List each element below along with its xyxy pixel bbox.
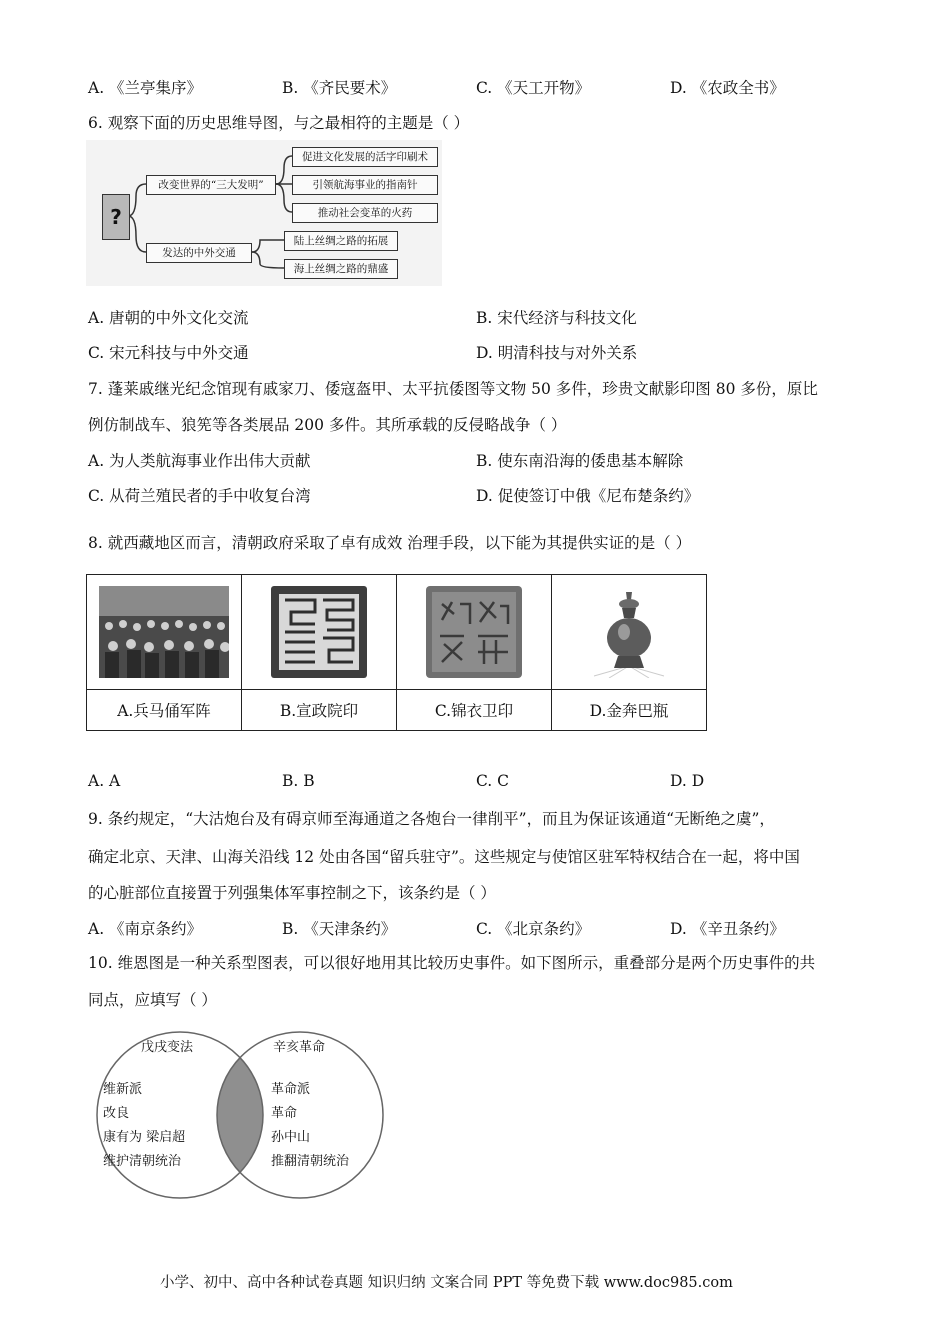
golden-urn-photo xyxy=(584,586,674,678)
artifact-caption-c: C.锦衣卫印 xyxy=(397,690,552,731)
mindmap-branch-transport: 发达的中外交通 xyxy=(146,243,252,263)
q9-option-a: A. 《南京条约》 xyxy=(88,920,203,938)
q9-line2: 确定北京、天津、山海关沿线 12 处由各国“留兵驻守”。这些规定与使馆区驻军特权结合在一起，将中国 xyxy=(88,848,800,866)
q8-option-d: D. D xyxy=(670,772,705,790)
q8-option-a: A. A xyxy=(88,772,121,790)
q7-option-b: B. 使东南沿海的倭患基本解除 xyxy=(476,452,684,470)
artifact-caption-a: A.兵马俑军阵 xyxy=(87,690,242,731)
artifact-caption-b: B.宣政院印 xyxy=(242,690,397,731)
mindmap-diagram xyxy=(86,140,442,286)
mindmap-leaf-gunpowder: 推动社会变革的火药 xyxy=(292,203,438,223)
q5-option-d: D. 《农政全书》 xyxy=(670,79,785,97)
q7-stem-line1: 7. 蓬莱戚继光纪念馆现有戚家刀、倭寇盔甲、太平抗倭图等文物 50 多件，珍贵文献影印图 80 多份，原比 xyxy=(88,380,818,398)
mindmap-leaf-compass: 引领航海事业的指南针 xyxy=(292,175,438,195)
page-footer: 小学、初中、高中各种试卷真题 知识归纳 文案合同 PPT 等免费下载 www.doc985.com xyxy=(160,1275,733,1291)
venn-diagram xyxy=(95,1028,385,1210)
venn-left-item-4: 维护清朝统治 xyxy=(103,1154,182,1169)
q5-option-a: A. 《兰亭集序》 xyxy=(88,79,203,97)
q9-line3: 的心脏部位直接置于列强集体军事控制之下，该条约是（ ） xyxy=(88,884,496,902)
artifact-caption-d: D.金奔巴瓶 xyxy=(552,690,707,731)
mindmap-leaf-land-silk-road: 陆上丝绸之路的拓展 xyxy=(284,231,398,251)
venn-circles xyxy=(95,1028,385,1206)
q6-option-c: C. 宋元科技与中外交通 xyxy=(88,344,249,362)
q9-line1: 9. 条约规定，“大沽炮台及有碍京师至海通道之各炮台一律削平”，而且为保证该通道“无断绝之虞”， xyxy=(88,810,775,828)
artifact-image-jinyiwei-seal xyxy=(397,575,552,690)
venn-right-title: 辛亥革命 xyxy=(273,1040,326,1055)
q5-option-c: C. 《天工开物》 xyxy=(476,79,591,97)
q7-stem-line2: 例仿制战车、狼筅等各类展品 200 多件。其所承载的反侵略战争（ ） xyxy=(88,416,567,434)
q6-option-d: D. 明清科技与对外关系 xyxy=(476,344,638,362)
q7-option-a: A. 为人类航海事业作出伟大贡献 xyxy=(88,452,311,470)
q7-option-d: D. 促使签订中俄《尼布楚条约》 xyxy=(476,487,700,505)
jinyiwei-seal-photo xyxy=(424,584,524,680)
venn-left-item-1: 维新派 xyxy=(103,1082,143,1097)
q10-line2: 同点，应填写（ ） xyxy=(88,991,217,1009)
q9-option-d: D. 《辛丑条约》 xyxy=(670,920,785,938)
artifact-image-xuanzheng-seal xyxy=(242,575,397,690)
terracotta-army-photo xyxy=(99,586,229,678)
q6-stem: 6. 观察下面的历史思维导图，与之最相符的主题是（ ） xyxy=(88,114,470,132)
venn-right-item-2: 革命 xyxy=(271,1106,298,1121)
mindmap-center: ? xyxy=(102,194,130,240)
venn-right-item-1: 革命派 xyxy=(271,1082,311,1097)
q8-option-c: C. C xyxy=(476,772,510,790)
q9-option-b: B. 《天津条约》 xyxy=(282,920,397,938)
venn-left-item-2: 改良 xyxy=(103,1106,130,1121)
xuanzheng-seal-photo xyxy=(269,584,369,680)
venn-left-title: 戊戌变法 xyxy=(141,1040,194,1055)
q5-option-b: B. 《齐民要术》 xyxy=(282,79,397,97)
q8-option-b: B. B xyxy=(282,772,315,790)
q8-stem: 8. 就西藏地区而言，清朝政府采取了卓有成效 治理手段，以下能为其提供实证的是（ ） xyxy=(88,534,692,552)
artifact-image-golden-urn xyxy=(552,575,707,690)
venn-right-item-3: 孙中山 xyxy=(271,1130,311,1145)
q7-option-c: C. 从荷兰殖民者的手中收复台湾 xyxy=(88,487,311,505)
venn-overlap xyxy=(217,1032,383,1198)
mindmap-branch-inventions: 改变世界的“三大发明” xyxy=(146,175,276,195)
mindmap-leaf-printing: 促进文化发展的活字印刷术 xyxy=(292,147,438,167)
mindmap-leaf-sea-silk-road: 海上丝绸之路的鼎盛 xyxy=(284,259,398,279)
q6-option-b: B. 宋代经济与科技文化 xyxy=(476,309,637,327)
artifact-image-terracotta xyxy=(87,575,242,690)
q6-option-a: A. 唐朝的中外文化交流 xyxy=(88,309,249,327)
venn-right-item-4: 推翻清朝统治 xyxy=(271,1154,350,1169)
artifact-table xyxy=(86,574,707,731)
venn-left-item-3: 康有为 梁启超 xyxy=(103,1130,186,1145)
q10-line1: 10. 维恩图是一种关系型图表，可以很好地用其比较历史事件。如下图所示，重叠部分是两个历史事件的共 xyxy=(88,954,816,972)
q9-option-c: C. 《北京条约》 xyxy=(476,920,591,938)
